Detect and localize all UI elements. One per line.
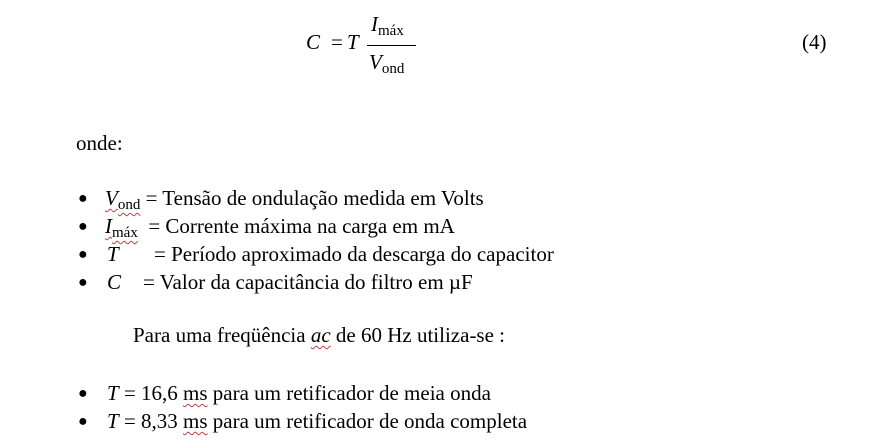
bullet-icon: ● [78,413,88,430]
period-item: T = 8,33 ms para um retificador de onda completa [107,409,528,433]
definition-item: Imáx = Corrente máxima na carga em mA [105,214,455,241]
definition-text: = Período aproximado da descarga do capacitor [154,242,554,266]
definition-var: C [107,270,122,294]
definition-text: = Valor da capacitância do filtro em µF [143,270,473,294]
eq-denominator: Vond [369,50,405,77]
frequency-line: Para uma freqüência ac de 60 Hz utiliza-se : [133,323,506,347]
eq-lhs: C [306,30,321,54]
bullet-icon: ● [78,246,88,263]
definition-var: T [107,242,119,266]
fraction-bar [367,45,416,46]
bullet-icon: ● [78,385,88,402]
period-item: T = 16,6 ms para um retificador de meia onda [107,381,491,405]
equation-number: (4) [802,30,827,54]
bullet-icon: ● [78,190,88,207]
eq-equals: = [331,30,343,54]
intro-text: onde: [76,131,123,155]
bullet-icon: ● [78,274,88,291]
eq-factor: T [347,30,359,54]
definition-item: Vond = Tensão de ondulação medida em Volts [105,186,484,213]
eq-numerator: Imáx [371,12,404,39]
bullet-icon: ● [78,218,88,235]
